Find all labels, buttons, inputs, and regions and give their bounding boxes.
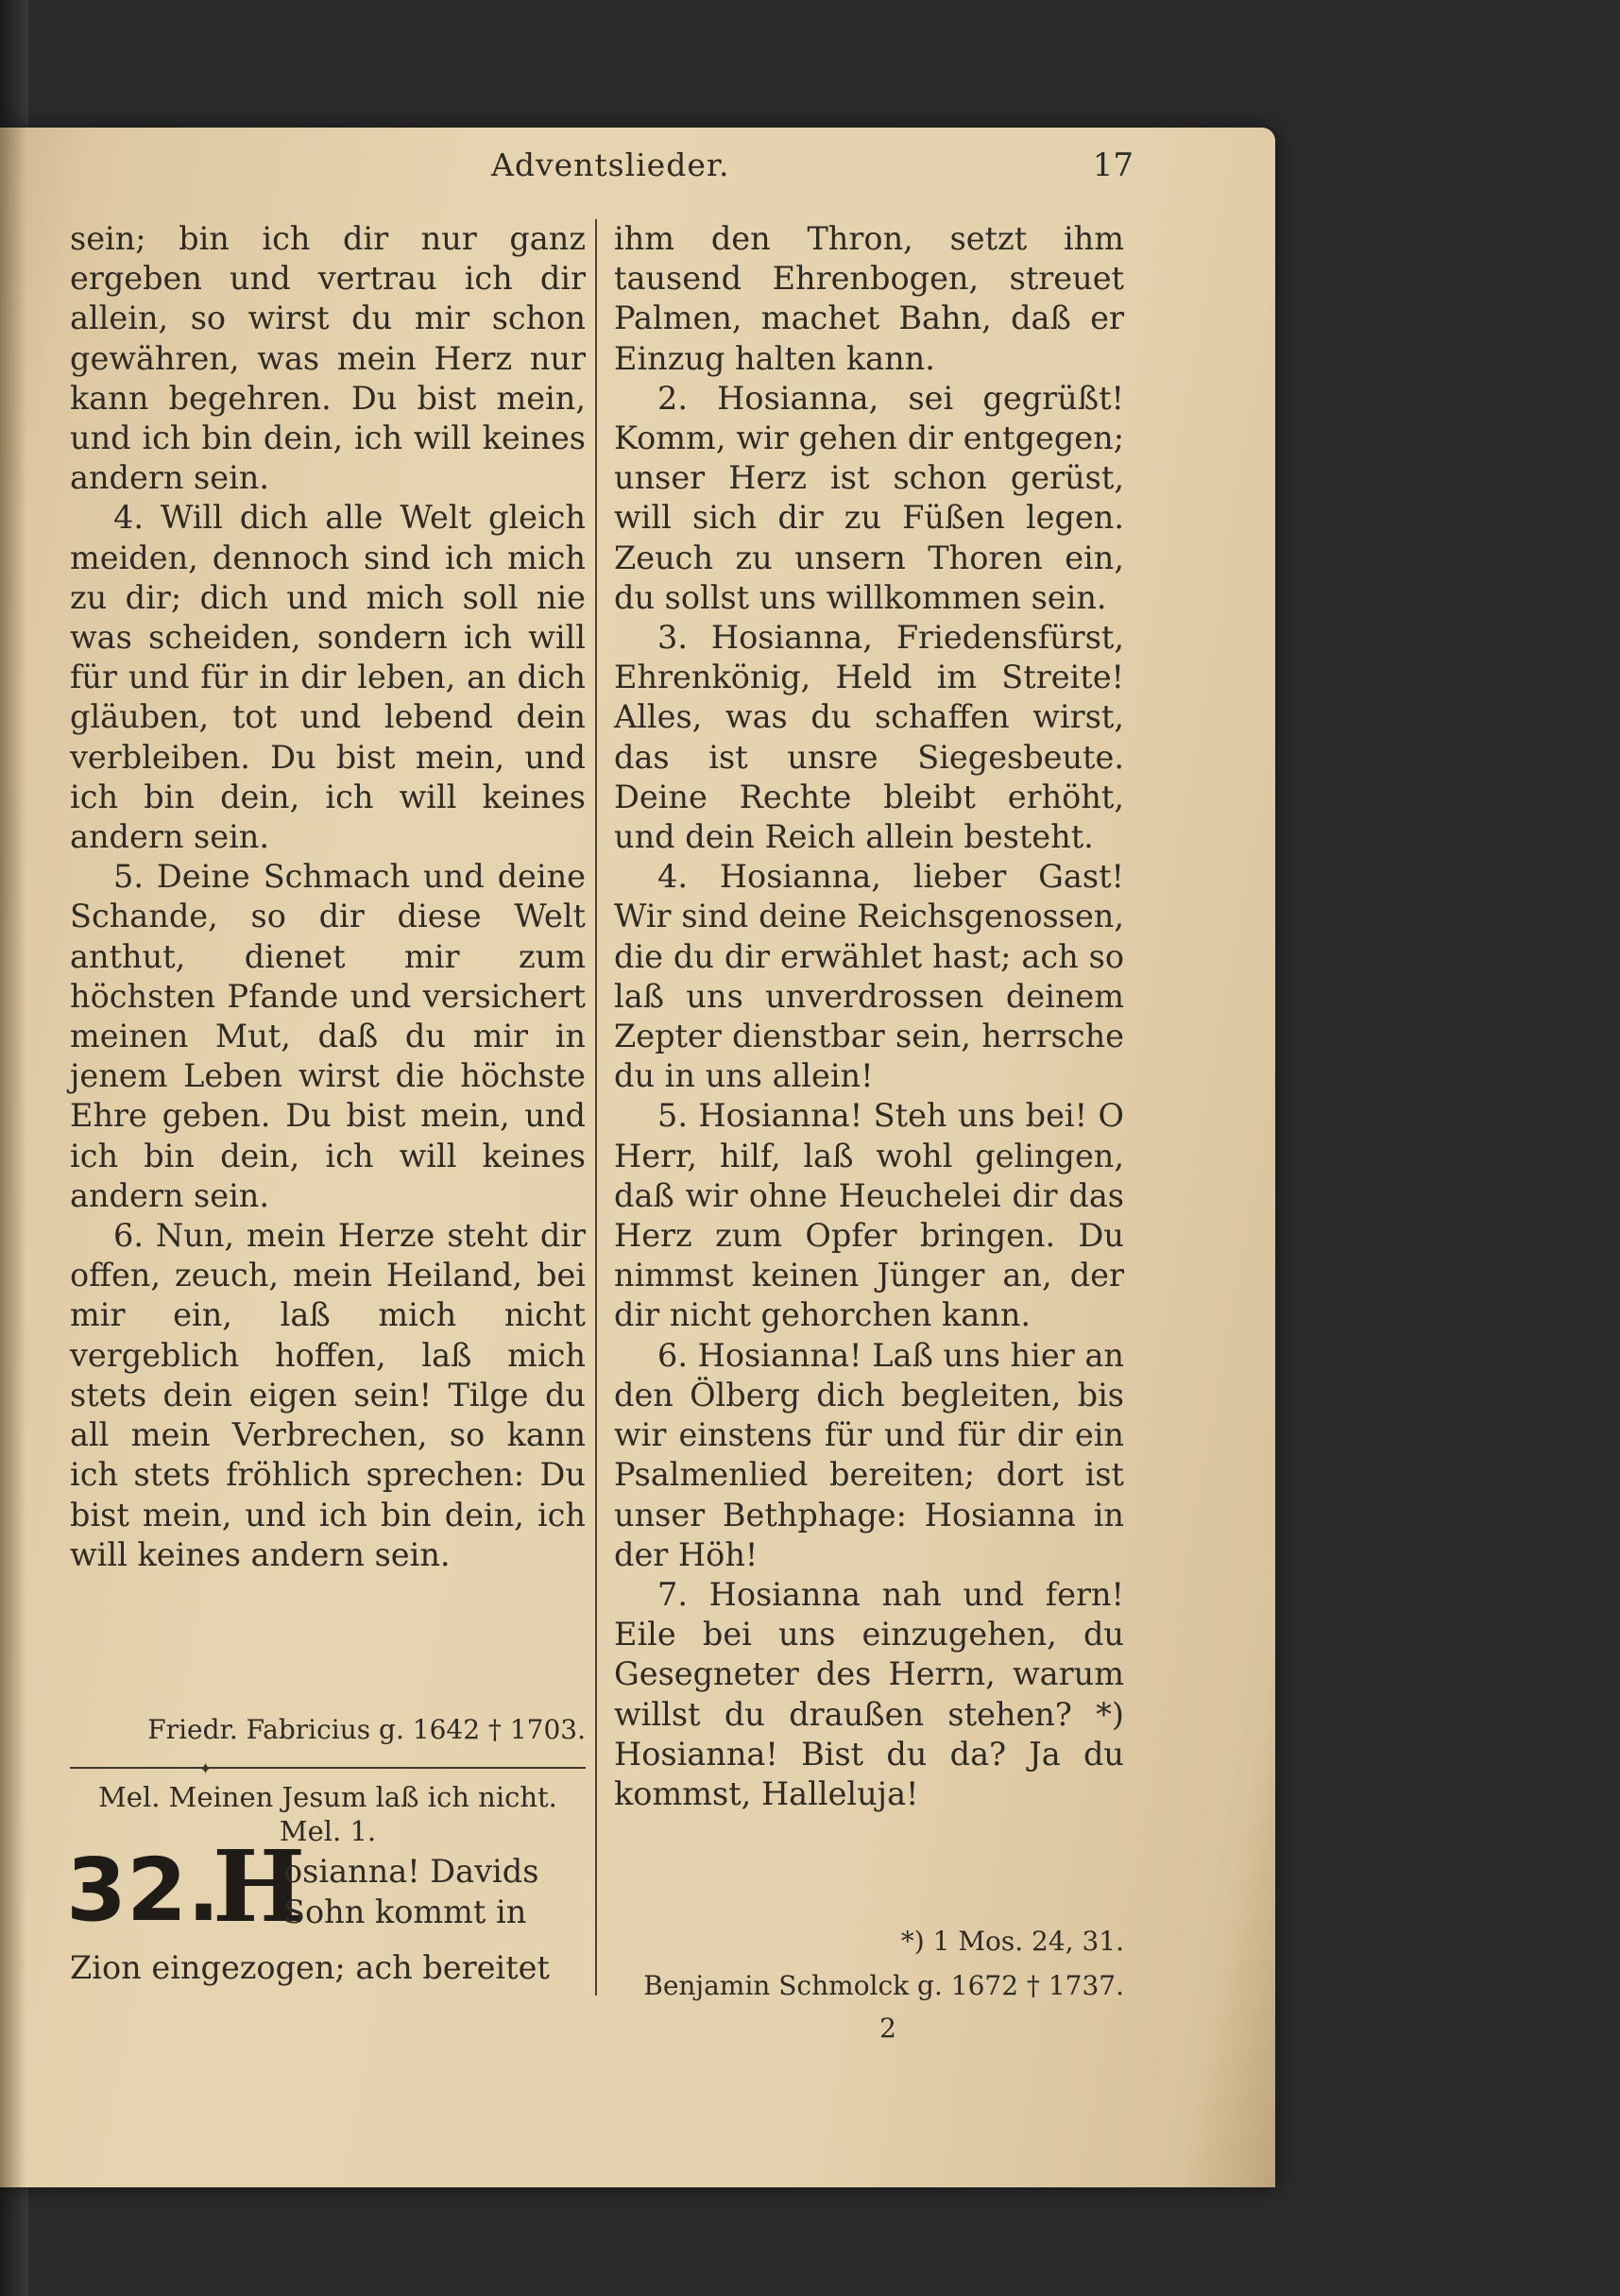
hymn-third-line: Zion eingezogen; ach bereitet: [70, 1949, 550, 1986]
left-paragraph: sein; bin ich dir nur ganz ergeben und vertrau ich dir allein, so wirst du mir schon gewähren, was mein Herz nur kann begehren. Du bist mein, und ich bin dein, ich will keines andern sein.: [70, 220, 586, 497]
page-number: 17: [1092, 146, 1134, 184]
right-paragraph: 3. Hosianna, Friedensfürst, Ehrenkönig, Held im Streite! Alles, was du schaffen wirst, das ist unsre Siegesbeute. Deine Rechte bleibt erhöht, und dein Reich allein besteht.: [614, 619, 1124, 856]
hymn-number: 32.: [66, 1840, 220, 1941]
printer-signature-mark: 2: [879, 2013, 896, 2044]
hymn-second-line: Sohn kommt in: [283, 1893, 527, 1930]
footnote: *) 1 Mos. 24, 31.: [900, 1926, 1124, 1957]
right-paragraph: ihm den Thron, setzt ihm tausend Ehrenbogen, streuet Palmen, machet Bahn, daß er Einzug halten kann.: [614, 220, 1124, 377]
left-paragraph: 6. Nun, mein Herze steht dir offen, zeuch, mein Heiland, bei mir ein, laß mich nicht vergeblich hoffen, laß mich stets dein eigen sein! Tilge du all mein Verbrechen, so kann ich stets fröhlich sprechen: Du bist mein, und ich bin dein, ich will keines andern sein.: [70, 1217, 586, 1573]
running-header: Adventslieder.: [491, 146, 730, 183]
left-attribution: Friedr. Fabricius g. 1642 † 1703.: [147, 1714, 586, 1745]
section-divider-rule: [70, 1767, 586, 1769]
left-column: [70, 219, 586, 1575]
melody-reference: Mel. Meinen Jesum laß ich nicht. Mel. 1.: [98, 1781, 557, 1847]
divider-ornament-icon: ✦: [198, 1759, 213, 1779]
right-attribution: Benjamin Schmolck g. 1672 † 1737.: [643, 1970, 1124, 2001]
left-paragraph: 4. Will dich alle Welt gleich meiden, dennoch sind ich mich zu dir; dich und mich soll nie was scheiden, sondern ich will für und für in dir leben, an dich gläuben, tot und lebend dein verbleiben. Du bist mein, und ich bin dein, ich will keines andern sein.: [70, 499, 586, 856]
right-paragraph: 5. Hosianna! Steh uns bei! O Herr, hilf, laß wohl gelingen, daß wir ohne Heuchelei dir das Herz zum Opfer bringen. Du nimmst keinen Jünger an, der dir nicht gehorchen kann.: [614, 1097, 1124, 1334]
column-divider: [595, 219, 597, 1996]
left-paragraph: 5. Deine Schmach und deine Schande, so dir diese Welt anthut, dienet mir zum höchsten Pfande und versichert meinen Mut, daß du mir in jenem Leben wirst die höchste Ehre geben. Du bist mein, und ich bin dein, ich will keines andern sein.: [70, 858, 586, 1214]
right-paragraph: 6. Hosianna! Laß uns hier an den Ölberg dich begleiten, bis wir einstens für und für dir ein Psalmenlied bereiten; dort ist unser Bethphage: Hosianna in der Höh!: [614, 1336, 1124, 1573]
right-paragraph: 7. Hosianna nah und fern! Eile bei uns einzugehen, du Gesegneter des Herrn, warum willst du draußen stehen? *) Hosianna! Bist du da? Ja du kommst, Halleluja!: [614, 1575, 1124, 1812]
right-paragraph: 4. Hosianna, lieber Gast! Wir sind deine Reichsgenossen, die du dir erwählet hast; ach so laß uns unverdrossen deinem Zepter dienstbar sein, herrsche du in uns allein!: [614, 858, 1124, 1095]
hymn-first-line: osianna! Davids: [283, 1853, 539, 1890]
right-column: [614, 219, 1124, 1814]
right-paragraph: 2. Hosianna, sei gegrüßt! Komm, wir gehen dir entgegen; unser Herz ist schon gerüst, will sich dir zu Füßen legen. Zeuch zu unsern Thoren ein, du sollst uns willkommen sein.: [614, 379, 1124, 616]
drop-cap-initial: H: [213, 1828, 306, 1945]
